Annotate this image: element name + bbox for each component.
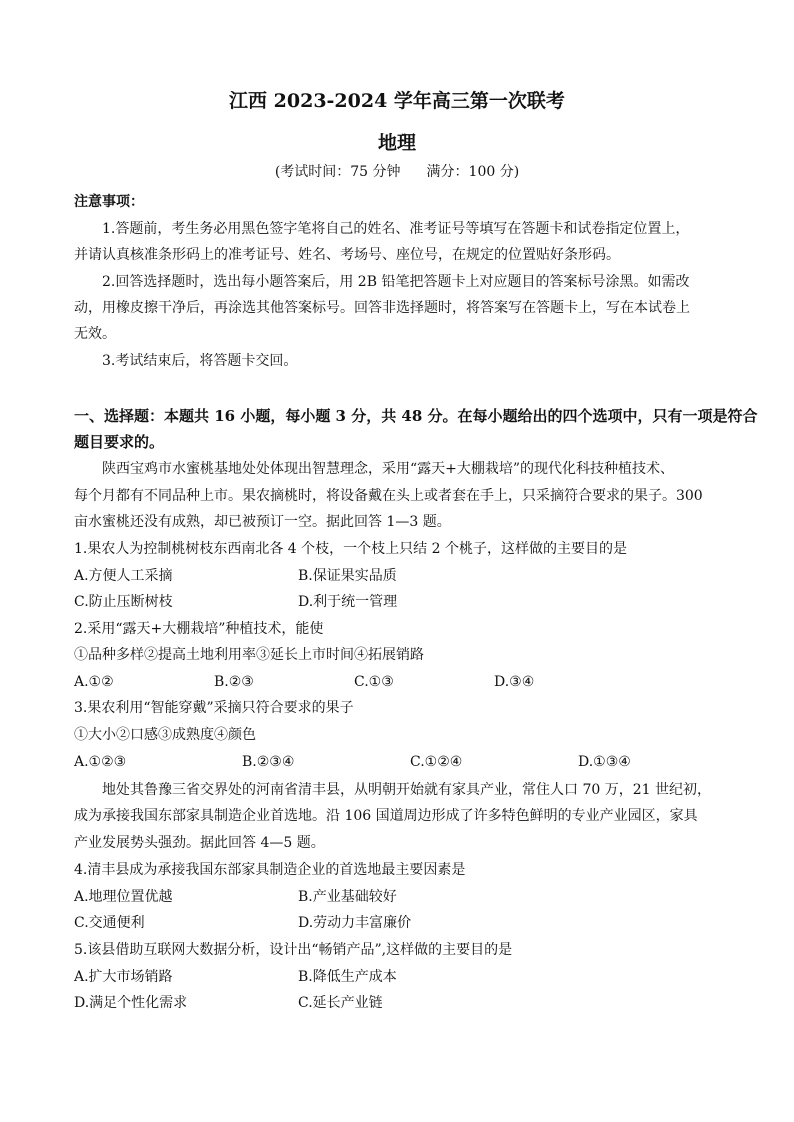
option-a: A.地理位置优越 [74,889,173,905]
option-d: D.利于统一管理 [298,594,398,610]
option-a: A.方便人工采摘 [74,568,173,584]
notice-line: 无效。 [74,326,116,342]
question-stem: 1.果农人为控制桃树枝东西南北各 4 个枝，一个枝上只结 2 个桃子，这样做的主要目的是 [74,541,627,557]
passage-line: 每个月都有不同品种上市。果农摘桃时，将设备戴在头上或者套在手上，只采摘符合要求的果子。300 [74,488,703,504]
option-d: D.①③④ [578,754,631,770]
question-stem: 2.采用“露天+大棚栽培”种植技术，能使 [74,621,324,637]
option-b: B.②③ [214,674,254,690]
option-a: A.扩大市场销路 [74,969,173,985]
section-heading-cont: 题目要求的。 [74,433,165,451]
question-stem: 4.清丰县成为承接我国东部家具制造企业的首选地最主要因素是 [74,862,466,878]
notice-line: 并请认真核准条形码上的准考证号、姓名、考场号、座位号，在规定的位置贴好条形码。 [74,247,620,263]
option-c: C.交通便利 [74,915,145,931]
passage-line: 亩水蜜桃还没有成熟，却已被预订一空。据此回答 1—3 题。 [74,514,451,530]
notice-line: 3.考试结束后，将答题卡交回。 [102,353,298,369]
option-b: B.保证果实品质 [298,568,397,584]
option-a: A.①② [74,674,114,690]
question-stem: 5.该县借助互联网大数据分析，设计出“畅销产品”,这样做的主要目的是 [74,942,513,958]
notice-line: 动，用橡皮擦干净后，再涂选其他答案标号。回答非选择题时，将答案写在答题卡上，写在本试卷上 [74,300,690,316]
exam-title: 江西 2023-2024 学年高三第一次联考 [229,90,565,112]
option-b: B.降低生产成本 [298,969,397,985]
option-c: C.①②④ [410,754,463,770]
option-c: C.延长产业链 [298,995,383,1011]
subject-title: 地理 [377,132,416,154]
question-items: ①大小②口感③成熟度④颜色 [74,727,256,743]
section-heading: 一、选择题：本题共 16 小题，每小题 3 分，共 48 分。在每小题给出的四个选项中，只有一项是符合 [74,407,758,425]
passage-line: 地处其鲁豫三省交界处的河南省清丰县，从明朝开始就有家具产业，常住人口 70 万，21 世纪初， [102,782,711,798]
exam-score: 满分：100 分) [426,164,520,180]
notice-line: 2.回答选择题时，选出每小题答案后，用 2B 铅笔把答题卡上对应题目的答案标号涂黑。如需改 [102,274,690,290]
question-stem: 3.果农利用“智能穿戴”采摘只符合要求的果子 [74,700,354,716]
exam-time: (考试时间：75 分钟 [274,164,401,180]
option-b: B.产业基础较好 [298,889,397,905]
passage-line: 产业发展势头强劲。据此回答 4—5 题。 [74,835,325,851]
notice-heading: 注意事项： [74,194,144,210]
option-a: A.①②③ [74,754,127,770]
question-items: ①品种多样②提高土地利用率③延长上市时间④拓展销路 [74,647,424,663]
option-b: B.②③④ [242,754,295,770]
option-c: C.防止压断树枝 [74,594,173,610]
notice-line: 1.答题前，考生务必用黑色签字笔将自己的姓名、准考证号等填写在答题卡和试卷指定位置上， [102,221,690,237]
exam-info [0,161,794,181]
option-d: D.劳动力丰富廉价 [298,915,412,931]
option-c: C.①③ [354,674,394,690]
passage-line: 成为承接我国东部家具制造企业首选地。沿 106 国道周边形成了许多特色鲜明的专业产业园区，家具 [74,808,698,824]
option-d: D.③④ [494,674,535,690]
passage-line: 陕西宝鸡市水蜜桃基地处处体现出智慧理念，采用“露天+大棚栽培”的现代化科技种植技术、 [102,461,675,477]
option-d: D.满足个性化需求 [74,995,188,1011]
